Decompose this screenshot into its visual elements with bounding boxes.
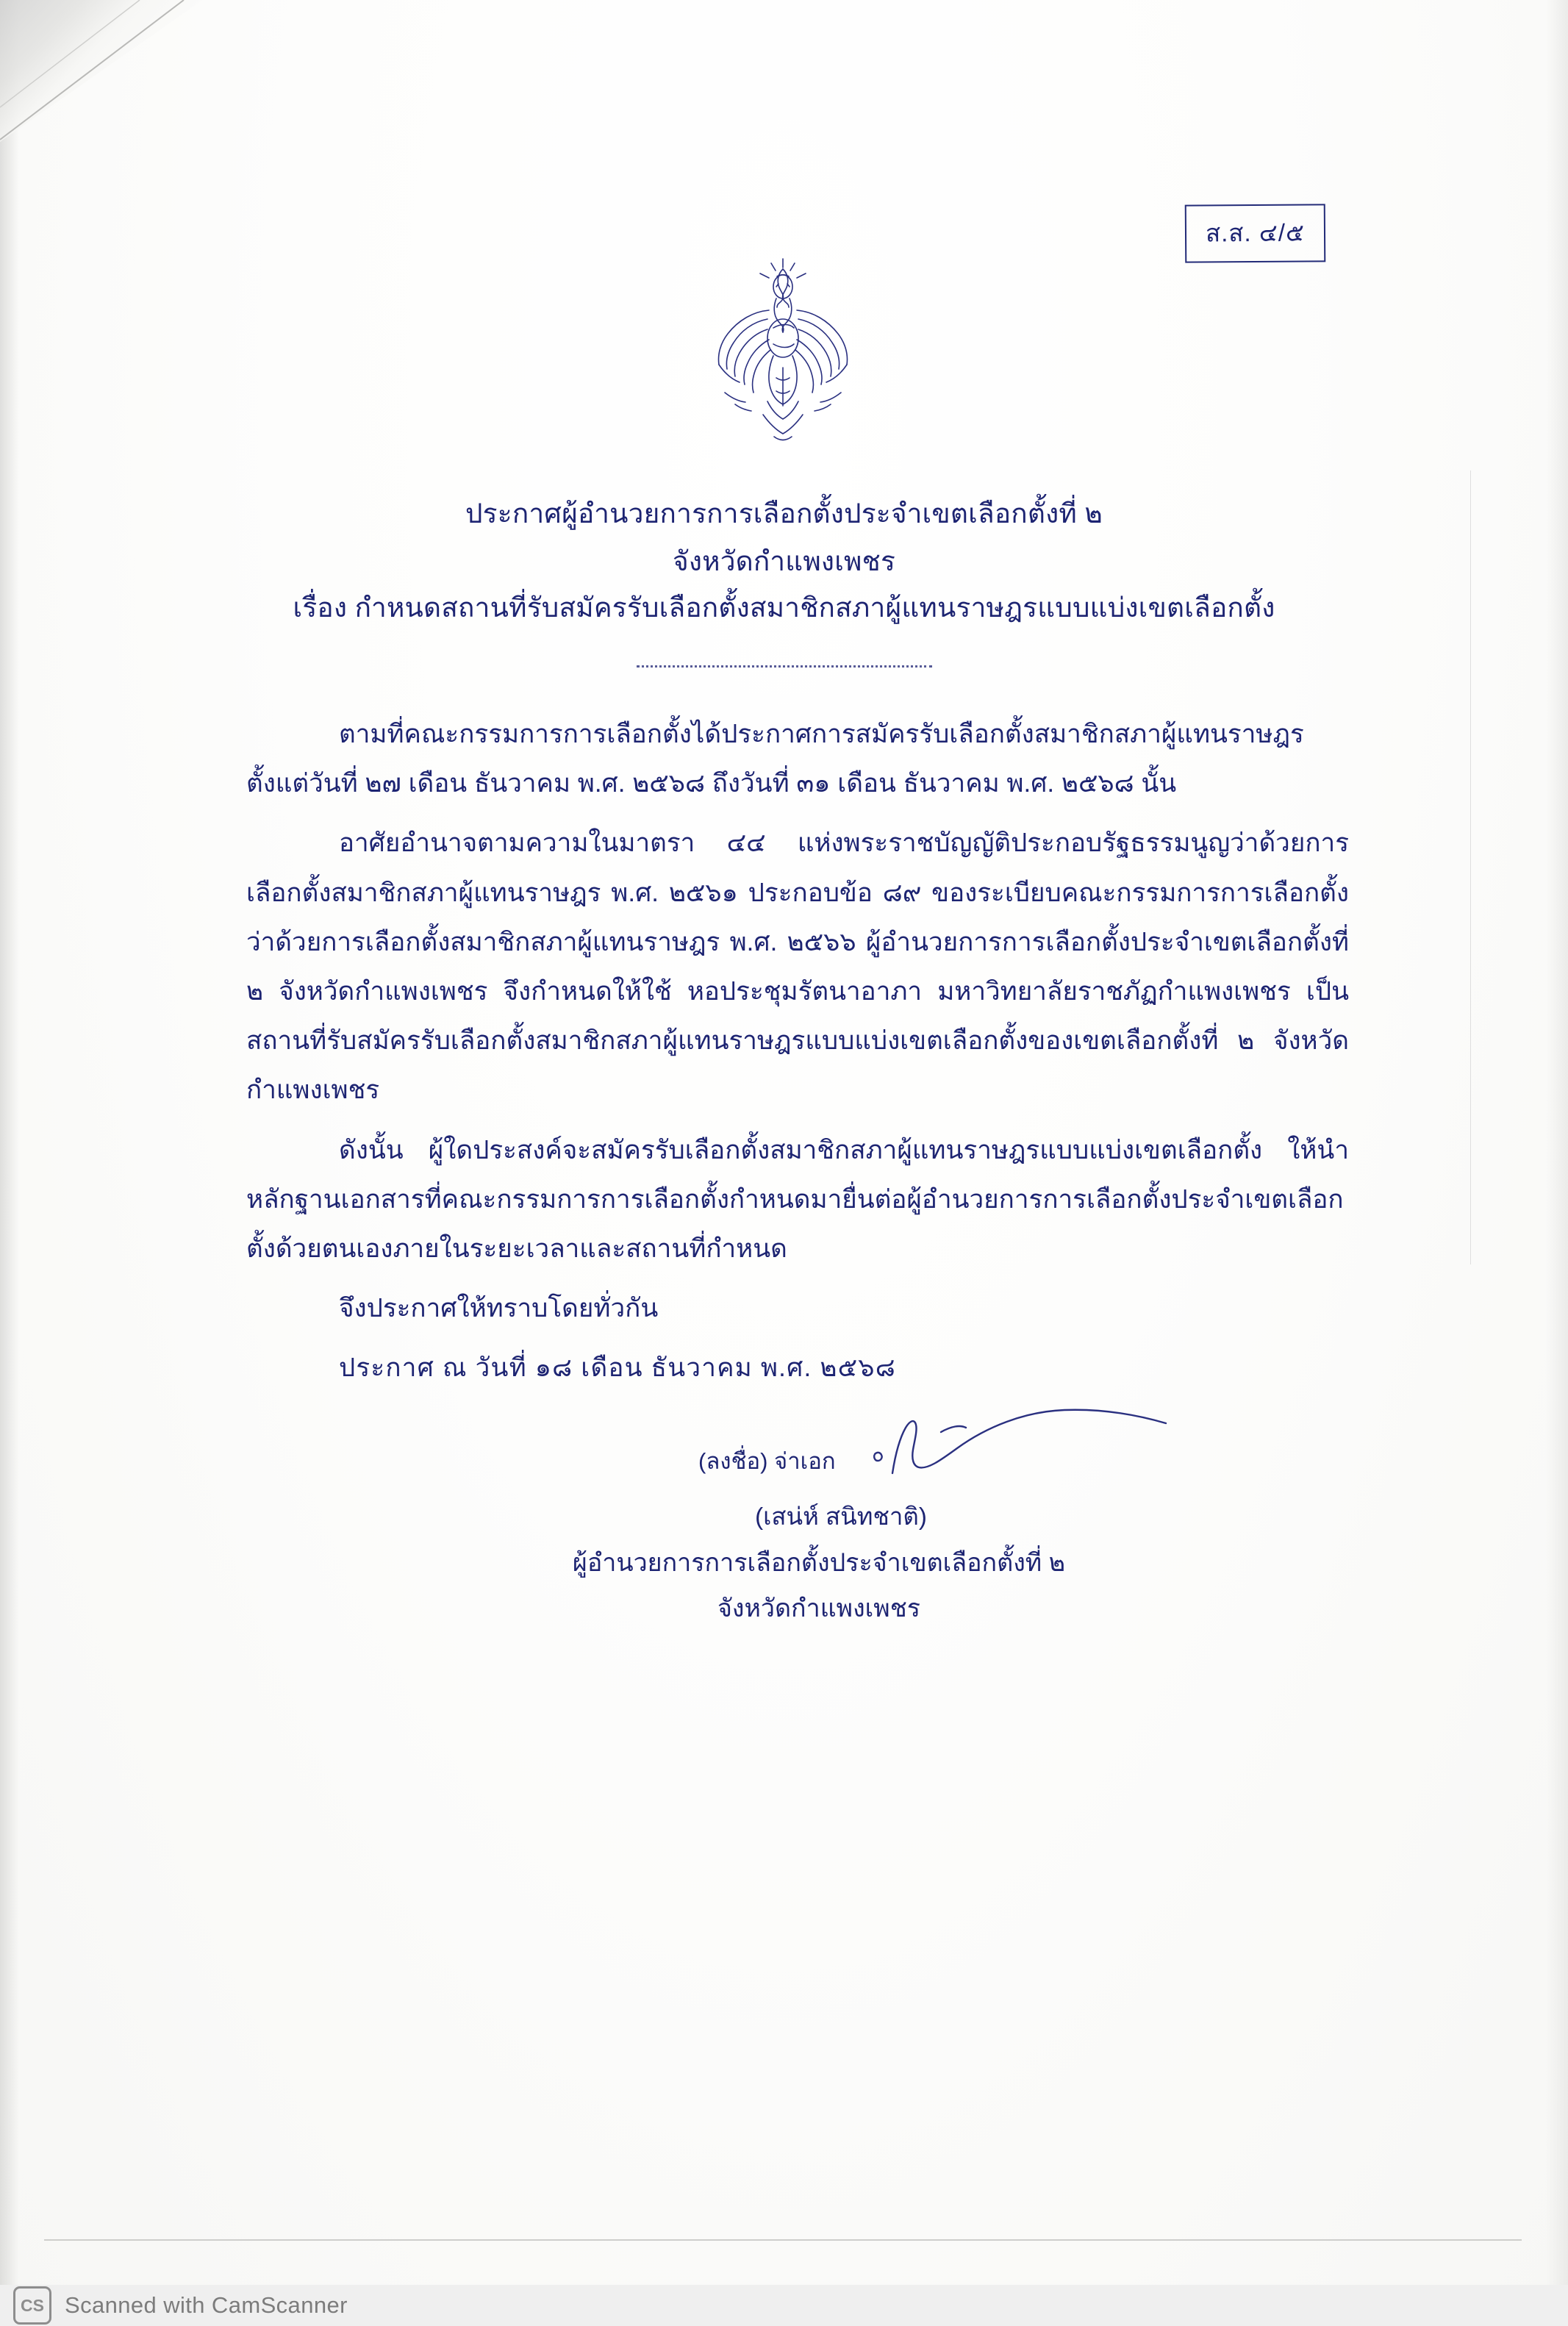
public-notice-line: จึงประกาศให้ทราบโดยทั่วกัน: [339, 1294, 659, 1323]
right-edge-shadow: [1546, 0, 1568, 2286]
reference-stamp: ส.ส. ๔/๕: [1185, 204, 1325, 262]
garuda-emblem: [706, 257, 860, 463]
announced-date-line: ประกาศ ณ วันที่ ๑๘ เดือน ธันวาคม พ.ศ. ๒๕๖๘: [339, 1353, 896, 1383]
heading-divider: [637, 665, 932, 668]
signatory-title: ผู้อำนวยการการเลือกตั้งประจำเขตเลือกตั้งที่ ๒: [572, 1549, 1066, 1577]
camscanner-logo-icon: CS: [13, 2286, 51, 2325]
announcement-subject-line: เรื่อง กำหนดสถานที่รับสมัครรับเลือกตั้งสมาชิกสภาผู้แทนราษฎรแบบแบ่งเขตเลือกตั้ง: [293, 593, 1275, 623]
document-body: [246, 709, 1349, 1403]
signed-by-label: (ลงชื่อ) จ่าเอก: [698, 1448, 836, 1474]
announcement-heading-line1: ประกาศผู้อำนวยการการเลือกตั้งประจำเขตเลือกตั้งที่ ๒: [465, 498, 1103, 529]
corner-fold-line: [0, 0, 221, 158]
page-bottom-edge: [44, 2239, 1522, 2241]
paragraph-3: ดังนั้น ผู้ใดประสงค์จะสมัครรับเลือกตั้งสมาชิกสภาผู้แทนราษฎรแบบแบ่งเขตเลือกตั้ง ให้นำหลักฐานเอกสารที่คณะกรรมการการเลือกตั้งกำหนดมายื่นต่อผู้อำนวยการการเลือกตั้งประจำเขตเลือกตั้งด้วยตนเองภายในระยะเวลาและสถานที่กำหนด: [246, 1135, 1349, 1263]
left-edge-shadow: [0, 0, 19, 2286]
camscanner-label: Scanned with CamScanner: [65, 2292, 348, 2318]
signatory-province: จังหวัดกำแพงเพชร: [717, 1595, 921, 1622]
signatory-name: (เสน่ห์ สนิทชาติ): [755, 1503, 927, 1530]
handwritten-signature: [853, 1397, 1191, 1507]
paragraph-1: ตามที่คณะกรรมการการเลือกตั้งได้ประกาศการสมัครรับเลือกตั้งสมาชิกสภาผู้แทนราษฎร ตั้งแต่วันที่ ๒๗ เดือน ธันวาคม พ.ศ. ๒๕๖๘ ถึงวันที่ ๓๑ เดือน ธันวาคม พ.ศ. ๒๕๖๘ นั้น: [246, 720, 1304, 798]
announcement-heading-line2: จังหวัดกำแพงเพชร: [672, 546, 896, 576]
paragraph-2: อาศัยอำนาจตามความในมาตรา ๔๔ แห่งพระราชบัญญัติประกอบรัฐธรรมนูญว่าด้วยการเลือกตั้งสมาชิกสภาผู้แทนราษฎร พ.ศ. ๒๕๖๑ ประกอบข้อ ๘๙ ของระเบียบคณะกรรมการการเลือกตั้งว่าด้วยการเลือกตั้งสมาชิกสภาผู้แทนราษฎร พ.ศ. ๒๕๖๖ ผู้อำนวยการการเลือกตั้งประจำเขตเลือกตั้งที่ ๒ จังหวัดกำแพงเพชร จึงกำหนดให้ใช้ หอประชุมรัตนาอาภา มหาวิทยาลัยราชภัฏกำแพงเพชร เป็นสถานที่รับสมัครรับเลือกตั้งสมาชิกสภาผู้แทนราษฎรแบบแบ่งเขตเลือกตั้งของเขตเลือกตั้งที่ ๒ จังหวัดกำแพงเพชร: [246, 829, 1349, 1105]
camscanner-footer: [0, 2285, 1568, 2326]
